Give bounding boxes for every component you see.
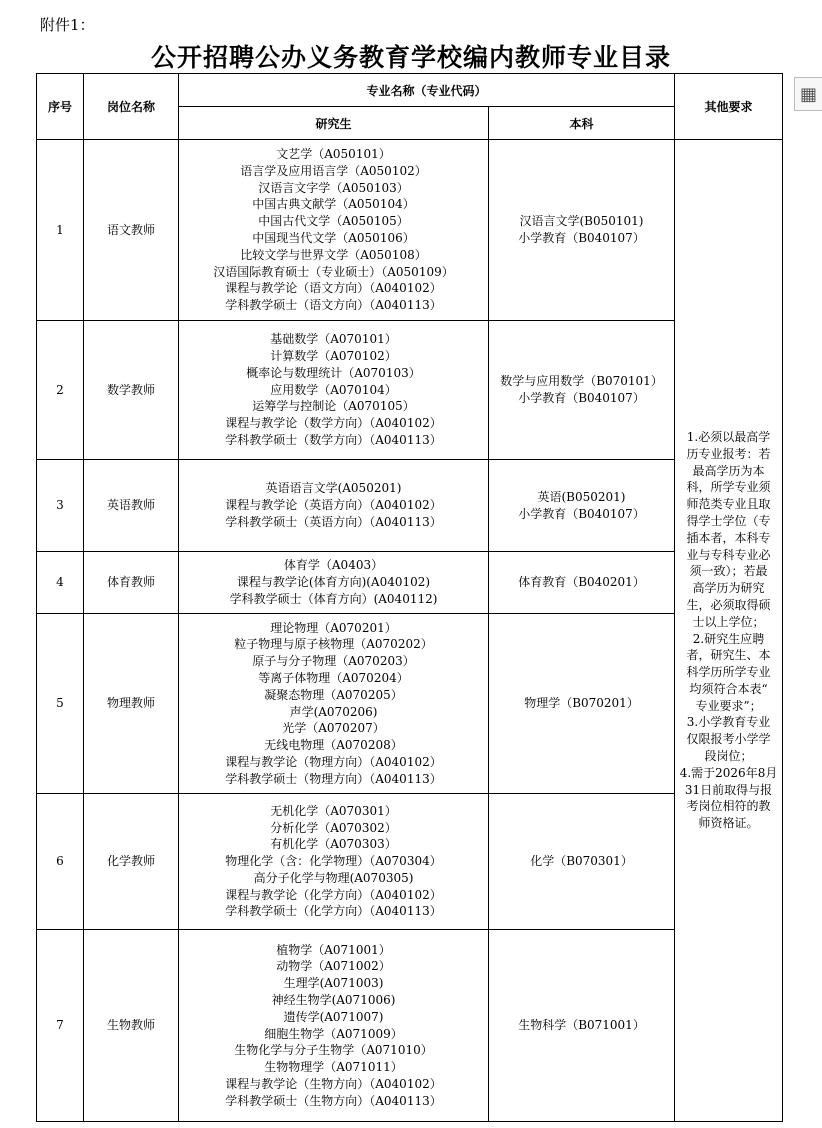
grad-major-item: 分析化学（A070302） bbox=[270, 820, 397, 835]
requirement-line: 最高学历为本 bbox=[692, 463, 765, 478]
row-undergrad-majors bbox=[489, 614, 675, 794]
table-row bbox=[37, 552, 783, 614]
row-post-name: 体育教师 bbox=[84, 552, 179, 614]
undergrad-major-item: 小学教育（B040107） bbox=[518, 391, 645, 405]
undergrad-major-item: 化学（B070301） bbox=[530, 854, 633, 869]
requirement-line: 科，所学专业须 bbox=[686, 480, 771, 495]
requirement-line: 段岗位； bbox=[704, 749, 753, 764]
requirement-line: 高学历为研究 bbox=[692, 581, 765, 596]
row-post-name: 化学教师 bbox=[84, 794, 179, 930]
grad-major-item: 无线电物理（A070208） bbox=[264, 738, 403, 753]
grad-major-item: 学科教学硕士（体育方向）(A040112) bbox=[229, 591, 438, 606]
grad-major-item: 汉语国际教育硕士（专业硕士）（A050109） bbox=[213, 264, 454, 279]
requirement-line: 师范类专业且取 bbox=[686, 497, 771, 512]
requirement-line: 4.需于2026年8月 bbox=[679, 765, 778, 780]
other-requirements bbox=[675, 140, 783, 1122]
grad-major-item: 凝聚态物理（A070205） bbox=[264, 687, 403, 702]
undergrad-major-item: 汉语言文学(B050101) bbox=[519, 214, 644, 229]
grad-major-item: 物理化学（含：化学物理）（A070304） bbox=[225, 854, 442, 869]
row-undergrad-majors bbox=[489, 460, 675, 552]
header-grad: 研究生 bbox=[179, 107, 489, 140]
table-row bbox=[37, 930, 783, 1122]
table-row bbox=[37, 321, 783, 460]
header-major: 专业名称（专业代码） bbox=[179, 74, 675, 107]
undergrad-major-item: 体育教育（B040201） bbox=[518, 575, 645, 590]
row-post-name: 数学教师 bbox=[84, 321, 179, 460]
row-seq: 5 bbox=[37, 614, 84, 794]
grad-major-item: 应用数学（A070104） bbox=[270, 382, 397, 397]
row-undergrad-majors bbox=[489, 794, 675, 930]
grad-major-item: 等离子体物理（A070204） bbox=[258, 670, 409, 685]
grad-major-item: 学科教学硕士（物理方向）（A040113） bbox=[225, 771, 442, 786]
undergrad-major-item: 数学与应用数学（B070101） bbox=[500, 374, 663, 389]
grad-major-item: 学科教学硕士（生物方向）（A040113） bbox=[225, 1093, 442, 1108]
header-undergrad: 本科 bbox=[489, 107, 675, 140]
row-post-name: 生物教师 bbox=[84, 930, 179, 1122]
row-seq: 3 bbox=[37, 460, 84, 552]
row-grad-majors bbox=[179, 140, 489, 321]
requirement-line: 仅限报考小学学 bbox=[686, 732, 771, 747]
requirement-line: 者，研究生、本 bbox=[686, 648, 771, 663]
grad-major-item: 课程与教学论（物理方向）（A040102） bbox=[225, 754, 442, 769]
row-seq: 2 bbox=[37, 321, 84, 460]
requirement-line: 科学历所学专业 bbox=[686, 665, 771, 680]
grad-major-item: 学科教学硕士（数学方向）（A040113） bbox=[225, 432, 442, 447]
grad-major-item: 遗传学(A071007) bbox=[283, 1009, 384, 1024]
requirement-line: 均须符合本表“ bbox=[689, 681, 768, 696]
requirement-line: 业与专科专业必 bbox=[686, 547, 771, 562]
requirement-line: 31日前取得与报 bbox=[684, 782, 773, 797]
requirement-line: 士以上学位； bbox=[692, 614, 765, 629]
row-grad-majors bbox=[179, 930, 489, 1122]
requirement-line: 生，必须取得硕 bbox=[686, 597, 771, 612]
undergrad-major-item: 小学教育（B040107） bbox=[518, 231, 645, 245]
grad-major-item: 课程与教学论（生物方向）（A040102） bbox=[225, 1076, 442, 1091]
grad-major-item: 中国古代文学（A050105） bbox=[258, 214, 409, 229]
grad-major-item: 概率论与数理统计（A070103） bbox=[246, 365, 421, 380]
grad-major-item: 体育学（A0403） bbox=[283, 558, 384, 573]
row-seq: 7 bbox=[37, 930, 84, 1122]
row-grad-majors bbox=[179, 321, 489, 460]
grad-major-item: 课程与教学论（数学方向）（A040102） bbox=[225, 416, 442, 431]
grad-major-item: 无机化学（A070301） bbox=[270, 803, 397, 818]
requirement-line: 专业要求”； bbox=[695, 698, 762, 713]
row-grad-majors bbox=[179, 614, 489, 794]
grad-major-item: 英语语言文学(A050201) bbox=[265, 481, 402, 496]
grad-major-item: 原子与分子物理（A070203） bbox=[252, 654, 415, 669]
header-post: 岗位名称 bbox=[84, 74, 179, 140]
header-other: 其他要求 bbox=[675, 74, 783, 140]
row-post-name: 英语教师 bbox=[84, 460, 179, 552]
requirement-line: 3.小学教育专业 bbox=[686, 715, 771, 730]
requirement-line: 1.必须以最高学 bbox=[686, 429, 771, 444]
grad-major-item: 课程与教学论（英语方向）（A040102） bbox=[225, 498, 442, 513]
table-row bbox=[37, 460, 783, 552]
attachment-label: 附件1： bbox=[40, 16, 95, 34]
grad-major-item: 中国现当代文学（A050106） bbox=[252, 231, 415, 245]
requirement-line: 历专业报考：若 bbox=[686, 446, 771, 461]
row-seq: 6 bbox=[37, 794, 84, 930]
undergrad-major-item: 英语(B050201) bbox=[537, 489, 626, 504]
requirement-line: 须一致）；若最 bbox=[689, 564, 768, 579]
grad-major-item: 有机化学（A070303） bbox=[270, 837, 397, 852]
header-seq: 序号 bbox=[37, 74, 84, 140]
grad-major-item: 计算数学（A070102） bbox=[270, 349, 397, 363]
row-undergrad-majors bbox=[489, 140, 675, 321]
row-undergrad-majors bbox=[489, 552, 675, 614]
grad-major-item: 学科教学硕士（语文方向）（A040113） bbox=[225, 298, 442, 313]
grad-major-item: 学科教学硕士（英语方向）（A040113） bbox=[225, 514, 442, 529]
grad-major-item: 声学(A070206) bbox=[289, 704, 378, 719]
grad-major-item: 生理学(A071003) bbox=[283, 976, 384, 991]
table-row bbox=[37, 794, 783, 930]
requirement-line: 师资格证。 bbox=[698, 816, 759, 831]
requirement-line: 2.研究生应聘 bbox=[692, 631, 765, 646]
grad-major-item: 课程与教学论(体育方向)(A040102) bbox=[236, 575, 431, 590]
grad-major-item: 粒子物理与原子核物理（A070202） bbox=[234, 637, 433, 652]
grad-major-item: 神经生物学(A071006) bbox=[271, 992, 396, 1007]
grad-major-item: 细胞生物学（A071009） bbox=[264, 1026, 403, 1041]
undergrad-major-item: 小学教育（B040107） bbox=[518, 506, 645, 521]
grad-major-item: 生物化学与分子生物学（A071010） bbox=[234, 1043, 433, 1058]
grad-major-item: 理论物理（A070201） bbox=[270, 620, 397, 635]
row-undergrad-majors bbox=[489, 930, 675, 1122]
grad-major-item: 生物物理学（A071011） bbox=[264, 1060, 403, 1075]
row-post-name: 语文教师 bbox=[84, 140, 179, 321]
table-row bbox=[37, 614, 783, 794]
row-post-name: 物理教师 bbox=[84, 614, 179, 794]
row-grad-majors bbox=[179, 460, 489, 552]
grad-major-item: 光学（A070207） bbox=[282, 721, 385, 736]
major-catalog-table bbox=[36, 73, 783, 1122]
grad-major-item: 高分子化学与物理(A070305) bbox=[253, 870, 414, 885]
grad-major-item: 学科教学硕士（化学方向）（A040113） bbox=[225, 904, 442, 919]
grad-major-item: 文艺学（A050101） bbox=[276, 147, 391, 162]
grad-major-item: 植物学（A071001） bbox=[276, 942, 391, 957]
undergrad-major-item: 生物科学（B071001） bbox=[518, 1018, 645, 1033]
grad-major-item: 课程与教学论（化学方向）（A040102） bbox=[225, 887, 442, 902]
requirement-line: 插本者，本科专 bbox=[686, 530, 771, 545]
row-seq: 4 bbox=[37, 552, 84, 614]
grad-major-item: 运筹学与控制论（A070105） bbox=[252, 399, 415, 414]
table-view-icon[interactable]: ▦ bbox=[794, 77, 822, 111]
grad-major-item: 语言学及应用语言学（A050102） bbox=[240, 163, 427, 178]
row-seq: 1 bbox=[37, 140, 84, 321]
undergrad-major-item: 物理学（B070201） bbox=[524, 696, 639, 711]
grad-major-item: 汉语言文字学（A050103） bbox=[258, 180, 409, 195]
grad-major-item: 中国古典文献学（A050104） bbox=[252, 197, 415, 212]
row-grad-majors bbox=[179, 552, 489, 614]
row-undergrad-majors bbox=[489, 321, 675, 460]
requirement-line: 得学士学位（专 bbox=[686, 513, 771, 528]
table-row bbox=[37, 140, 783, 321]
row-grad-majors bbox=[179, 794, 489, 930]
page-title: 公开招聘公办义务教育学校编内教师专业目录 bbox=[150, 43, 671, 72]
requirement-line: 考岗位相符的教 bbox=[686, 799, 771, 814]
grad-major-item: 基础数学（A070101） bbox=[270, 332, 397, 347]
grad-major-item: 课程与教学论（语文方向）（A040102） bbox=[225, 281, 442, 296]
grad-major-item: 比较文学与世界文学（A050108） bbox=[240, 247, 427, 262]
grad-major-item: 动物学（A071002） bbox=[276, 959, 391, 974]
